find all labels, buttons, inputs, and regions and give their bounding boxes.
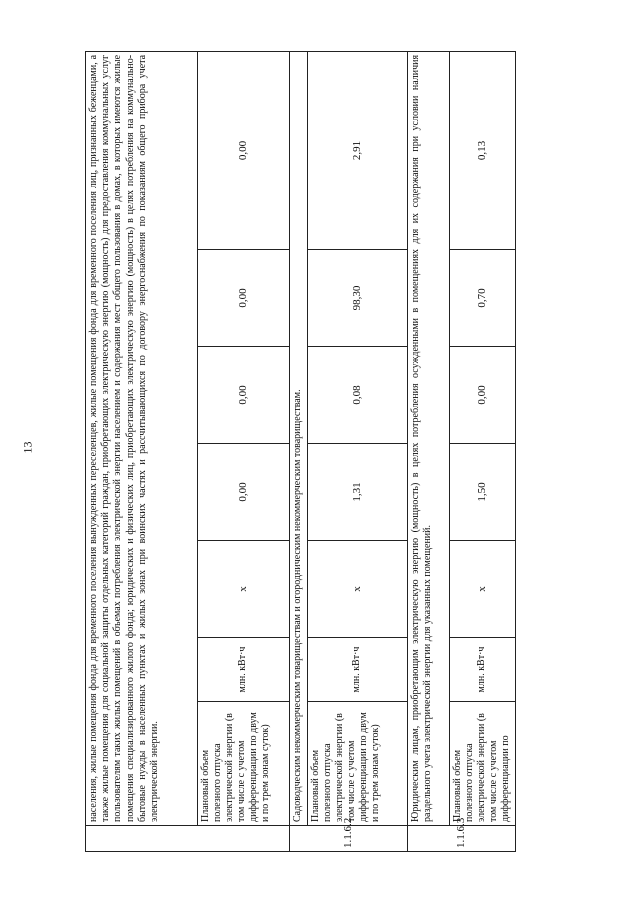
value-cell: 0,08 [308,347,408,444]
intro-text: населения, жилые помещения фонда для временного поселения вынужденных переселенцев, жилые помещения фонда для временного поселения лиц, признанных беженцами, а также жилые помещения для социальной защиты отдельных категорий граждан, приобретающих электрическую энергию (мощность) для предоставления коммунальных услуг пользователям таких жилых помещений в объемах потребления электрической энергии населением и содержания мест общего пользования в домах, в которых имеются жилые помещения специализированного жилого фонда; юридических и физических лиц, приобретающих электрическую энергию (мощность) в целях потребления на коммунально-бытовые нужды в населенных пунктах и жилых зонах при воинских частях и рассчитывающихся по договору энергоснабжения по показаниям общего прибора учета электрической энергии. [86,51,198,825]
row-label: Плановый объем полезного отпуска электрической энергии (в том числе с учетом дифференциации по [450,702,516,826]
document-sheet [85,52,515,852]
section-heading: Садоводческим некоммерческим товариществам и огородническим некоммерческим товариществам. [290,51,308,825]
value-cell: 0,00 [198,51,290,249]
table-row [86,51,198,851]
table-row [198,51,290,851]
tariff-table [85,51,516,852]
value-cell: 0,00 [450,347,516,444]
value-cell: 98,30 [308,250,408,347]
table-row [308,51,408,851]
row-label: Плановый объем полезного отпуска электрической энергии (в том числе с учетом дифференциации по двум и по трем зонам суток) [308,702,408,826]
row-number-cell [86,826,290,852]
value-cell: 0,00 [198,250,290,347]
table-row [290,51,308,851]
section-heading: Юридическим лицам, приобретающим электрическую энергию (мощность) в целях потребления осужденными в помещениях для их содержания при условии наличия раздельного учета электрической энергии для указанных помещений. [408,51,450,825]
value-cell: x [198,541,290,638]
row-label: Плановый объем полезного отпуска электрической энергии (в том числе с учетом дифференциации по двум и по трем зонам суток) [198,702,290,826]
value-cell: 0,00 [198,444,290,541]
unit-cell: млн. кВт·ч [308,638,408,702]
value-cell: 1,50 [450,444,516,541]
value-cell: 0,13 [450,51,516,249]
value-cell: 0,70 [450,250,516,347]
value-cell: x [308,541,408,638]
table-row [408,51,450,851]
value-cell: x [450,541,516,638]
row-number: 1.1.6.2 [290,826,408,852]
unit-cell: млн. кВт·ч [198,638,290,702]
value-cell: 1,31 [308,444,408,541]
value-cell: 0,00 [198,347,290,444]
unit-cell: млн. кВт·ч [450,638,516,702]
value-cell: 2,91 [308,51,408,249]
table-row [450,51,516,851]
row-number: 1.1.6.3 [408,826,516,852]
page-number: 13 [20,441,35,454]
